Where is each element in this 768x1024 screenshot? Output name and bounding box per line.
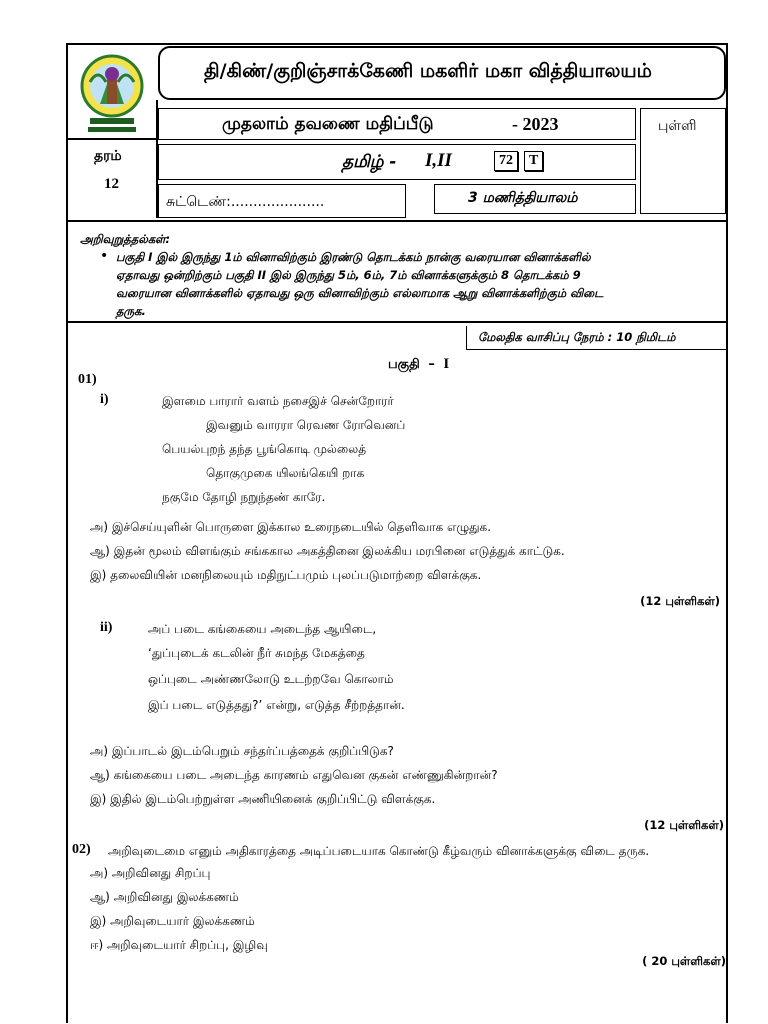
question-item: இ) அறிவுடையார் இலக்கணம் [90, 914, 255, 928]
verse-line: இவனும் வாரரா ரெவண ரோவெனப் [206, 418, 406, 432]
marks-note: ( 20 புள்ளிகள்) [642, 954, 726, 968]
school-name: தி/கிண்/குறிஞ்சாக்கேணி மகளிர் மகா வித்தியாலயம் [204, 60, 652, 82]
grade-value: 12 [104, 176, 119, 192]
verse-line: பெயல்புறந் தந்த பூங்கொடி முல்லைத் [162, 442, 367, 456]
subject-parts: I,II [425, 150, 452, 171]
index-number-label: சுட்டெண்:..................... [166, 194, 325, 210]
verse-line: ‘துப்புடைக் கடலின் நீர் சுமந்த மேகத்தை [148, 646, 365, 660]
question-item: ஆ) இதன் மூலம் விளங்கும் சங்ககால அகத்தினை இலக்கிய மரபினை எடுத்துக் காட்டுக. [90, 544, 565, 558]
question-text: அறிவுடைமை எனும் அதிகாரத்தை அடிப்படையாக கொண்டு கீழ்வரும் வினாக்களுக்கு விடை தருக. [108, 844, 650, 858]
verse-line: இளமை பாரார் வளம் நசைஇச் சென்றோரர் [162, 394, 394, 408]
exam-title: முதலாம் தவணை மதிப்பீடு [222, 114, 434, 134]
marks-label: புள்ளி [658, 118, 697, 134]
page-right-rule [726, 323, 728, 1023]
verse-line: அப் படை கங்கையை அடைந்த ஆயிடை, [148, 622, 377, 636]
question-item: அ) இச்செய்யுளின் பொருளை இக்கால உரைநடையில் தெளிவாக எழுதுக. [90, 520, 492, 534]
instruction-line: வரையான வினாக்களில் ஏதாவது ஒரு வினாவிற்கும் எல்லாமாக ஆறு வினாக்களிற்கும் விடை [116, 286, 604, 300]
code-number-box: 72 [494, 151, 518, 171]
part-numeral: I [443, 356, 450, 372]
instruction-line: ஏதாவது ஒன்றிற்கும் பகுதி II இல் இருந்து 5ம், 6ம், 7ம் வினாக்களுக்கும் 8 தொடக்கம் 9 [116, 268, 581, 282]
part-dash: – [428, 357, 435, 372]
question-number: 02) [72, 842, 91, 857]
instruction-bullet: • [100, 248, 109, 264]
instruction-line: பகுதி I இல் இருந்து 1ம் வினாவிற்கும் இரண்டு தொடக்கம் நான்கு வரையான வினாக்களில் [116, 250, 591, 264]
question-item: இ) தலைவியின் மனநிலையும் மதிநுட்பமும் புலப்படுமாற்றை விளக்குக. [90, 568, 482, 582]
header-divider [66, 220, 728, 222]
school-logo [70, 48, 154, 136]
sub-question-label: ii) [100, 620, 113, 635]
duration: 3 மணித்தியாலம் [468, 190, 578, 206]
part-heading [388, 356, 449, 373]
question-item: இ) இதில் இடம்பெற்றுள்ள அணியினைக் குறிப்பிட்டு விளக்குக. [90, 792, 436, 806]
verse-line: நகுமே தோழி நறுந்தண் காரே. [162, 490, 326, 504]
reading-time: மேலதிக வாசிப்பு நேரம் : 10 நிமிடம் [478, 330, 676, 344]
marks-note: (12 புள்ளிகள்) [640, 594, 720, 608]
subject-box [158, 144, 636, 180]
question-number: 01) [78, 372, 97, 387]
question-item: அ) அறிவினது சிறப்பு [90, 866, 211, 880]
verse-line: இப் படை எடுத்தது?’ என்று, எடுத்த சீற்றத்தான். [148, 698, 405, 712]
instruction-line: தருக. [116, 304, 146, 318]
marks-note: (12 புள்ளிகள்) [644, 818, 724, 832]
exam-year: - 2023 [512, 114, 559, 134]
subject-name: தமிழ் - [342, 152, 397, 172]
subject-code [488, 149, 543, 171]
question-item: ஈ) அறிவுடையார் சிறப்பு, இழிவு [90, 938, 268, 952]
code-letter-box: T [524, 151, 543, 171]
grade-label: தரம் [94, 148, 122, 164]
question-item: அ) இப்பாடல் இடம்பெறும் சந்தர்ப்பத்தைக் குறிப்பிடுக? [90, 744, 394, 758]
instructions-heading: அறிவுறுத்தல்கள்: [80, 232, 171, 246]
question-item: ஆ) கங்கையை படை அடைந்த காரணம் எதுவென குகன் எண்ணுகின்றான்? [90, 768, 498, 782]
verse-line: ஒப்புடை அண்ணலோடு உடற்றவே கொலாம் [148, 672, 394, 686]
grade-divider [68, 138, 158, 140]
question-item: ஆ) அறிவினது இலக்கணம் [90, 890, 239, 904]
verse-line: தொகுமுகை யிலங்கெயி றாக [206, 466, 365, 480]
part-label: பகுதி [388, 357, 420, 372]
sub-question-label: i) [100, 392, 109, 407]
school-crest-icon [70, 48, 154, 136]
page-left-rule [66, 323, 68, 1023]
